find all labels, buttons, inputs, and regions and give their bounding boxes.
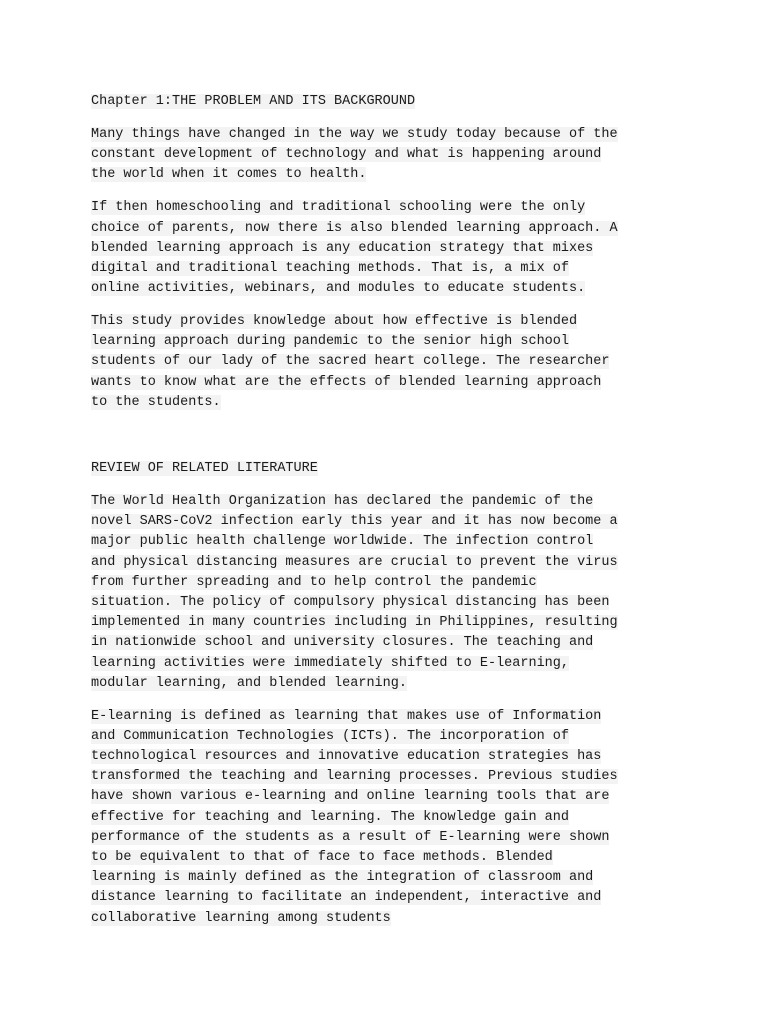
- text-line: This study provides knowledge about how effective is blended: [91, 314, 578, 330]
- text-line: learning approach during pandemic to the senior high school: [91, 334, 569, 350]
- text-line: performance of the students as a result of E-learning were shown: [91, 829, 610, 845]
- text-line: constant development of technology and what is happening around: [91, 147, 602, 163]
- text-line: technological resources and innovative education strategies has: [91, 749, 602, 765]
- text-line: learning activities were immediately shifted to E-learning,: [91, 655, 569, 671]
- text-line: the world when it comes to health.: [91, 167, 367, 183]
- text-line: If then homeschooling and traditional schooling were the only: [91, 200, 586, 216]
- chapter-title: [91, 92, 691, 112]
- text-line: to be equivalent to that of face to face methods. Blended: [91, 849, 553, 865]
- review-title-text: REVIEW OF RELATED LITERATURE: [91, 461, 318, 477]
- text-line: digital and traditional teaching methods. That is, a mix of: [91, 260, 569, 276]
- text-line: novel SARS-CoV2 infection early this year and it has now become a: [91, 514, 618, 530]
- intro-paragraph-1: [91, 125, 691, 186]
- document-page: [91, 92, 691, 929]
- intro-paragraph-3: [91, 312, 691, 413]
- text-line: to the students.: [91, 394, 221, 410]
- text-line: students of our lady of the sacred heart college. The researcher: [91, 354, 610, 370]
- text-line: from further spreading and to help control the pandemic: [91, 574, 537, 590]
- text-line: wants to know what are the effects of blended learning approach: [91, 374, 602, 390]
- text-line: E-learning is defined as learning that makes use of Information: [91, 708, 602, 724]
- review-paragraph-1: [91, 492, 691, 694]
- text-line: and physical distancing measures are crucial to prevent the virus: [91, 554, 618, 570]
- text-line: modular learning, and blended learning.: [91, 675, 407, 691]
- text-line: blended learning approach is any education strategy that mixes: [91, 240, 594, 256]
- text-line: implemented in many countries including in Philippines, resulting: [91, 615, 618, 631]
- text-line: in nationwide school and university closures. The teaching and: [91, 635, 594, 651]
- text-line: collaborative learning among students: [91, 910, 391, 926]
- text-line: have shown various e-learning and online learning tools that are: [91, 789, 610, 805]
- text-line: Many things have changed in the way we study today because of the: [91, 126, 618, 142]
- text-line: major public health challenge worldwide. The infection control: [91, 534, 594, 550]
- intro-paragraph-2: [91, 198, 691, 299]
- text-line: online activities, webinars, and modules to educate students.: [91, 281, 586, 297]
- chapter-title-text: Chapter 1:THE PROBLEM AND ITS BACKGROUND: [91, 94, 416, 109]
- review-title: [91, 459, 691, 479]
- text-line: choice of parents, now there is also blended learning approach. A: [91, 220, 618, 236]
- text-line: situation. The policy of compulsory physical distancing has been: [91, 594, 610, 610]
- review-paragraph-2: [91, 707, 691, 929]
- text-line: effective for teaching and learning. The knowledge gain and: [91, 809, 569, 825]
- text-line: and Communication Technologies (ICTs). The incorporation of: [91, 728, 569, 744]
- text-line: distance learning to facilitate an independent, interactive and: [91, 890, 602, 906]
- text-line: learning is mainly defined as the integration of classroom and: [91, 870, 594, 886]
- text-line: transformed the teaching and learning processes. Previous studies: [91, 769, 618, 785]
- text-line: The World Health Organization has declared the pandemic of the: [91, 494, 594, 509]
